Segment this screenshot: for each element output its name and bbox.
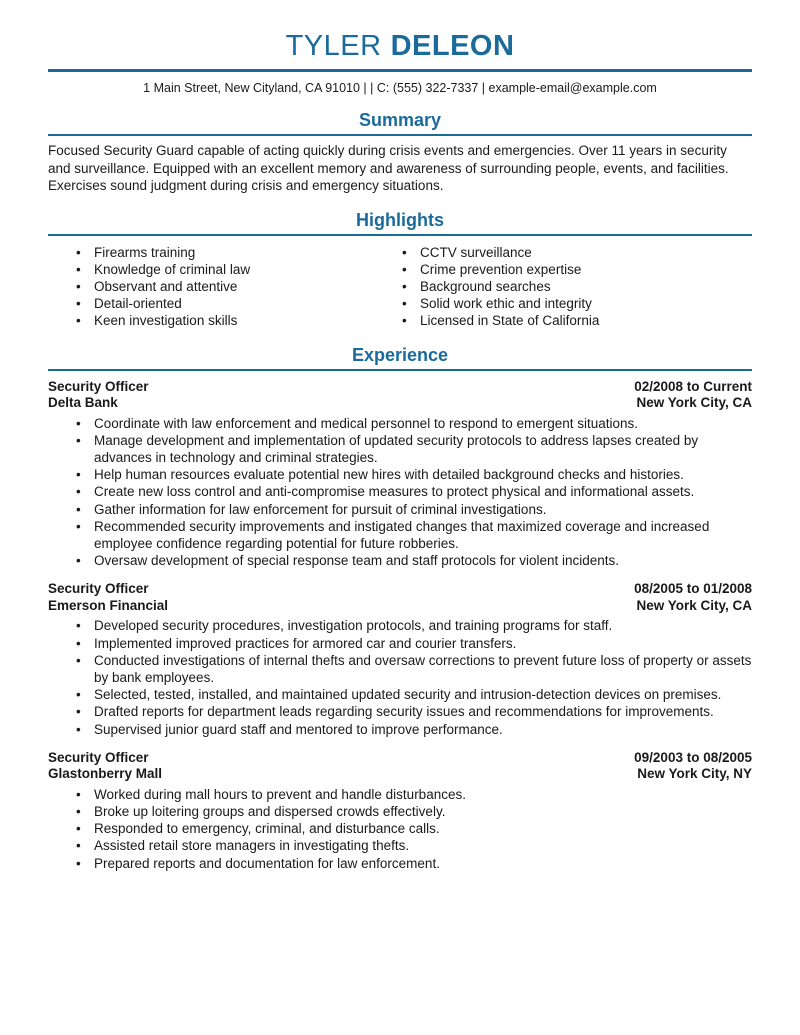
job-bullet-item (76, 483, 752, 500)
job-bullet-item (76, 703, 752, 720)
job-bullet-item (76, 415, 752, 432)
highlight-item (402, 261, 752, 278)
job-bullet-item (76, 432, 752, 466)
job-bullets (48, 786, 752, 872)
candidate-last-name: DELEON (390, 30, 515, 62)
job-bullet-text: • Manage development and implementation of updated security protocols to address lapses created by advances in technology and criminal strategies. (94, 432, 699, 465)
highlight-text: • Keen investigation skills (94, 313, 238, 329)
highlight-text: • Detail-oriented (94, 296, 182, 312)
job-location: New York City, NY (637, 766, 752, 782)
highlight-text: • Solid work ethic and integrity (420, 296, 592, 312)
job-bullet-text: • Help human resources evaluate potential new hires with detailed background checks and histories. (94, 467, 684, 483)
job-bullet-text: • Broke up loitering groups and dispersed crowds effectively. (94, 803, 446, 819)
job-bullet-item (76, 803, 752, 820)
job-bullet-item (76, 552, 752, 569)
highlight-text: • Background searches (420, 278, 551, 294)
job-bullet-text: • Drafted reports for department leads regarding security issues and recommendations for improvements. (94, 704, 714, 720)
highlight-text: • Firearms training (94, 244, 196, 260)
job-company: Delta Bank (48, 395, 118, 411)
job-company-row (48, 395, 752, 412)
highlight-item (76, 261, 400, 278)
candidate-first-name: TYLER (285, 30, 382, 62)
summary-text: Focused Security Guard capable of acting quickly during crisis events and emergencies. Over 11 years in security and surveillance. Equipped with an excellent memory and awareness of surrounding people, events, and facilities. Exercises sound judgment during crisis and emergency situations. (48, 143, 729, 193)
job-bullet-text: • Worked during mall hours to prevent and handle disturbances. (94, 786, 466, 802)
job-title-row (48, 750, 752, 767)
job-bullet-item (76, 786, 752, 803)
experience-job-1 (48, 379, 752, 570)
highlight-item (76, 244, 400, 261)
job-title-row (48, 379, 752, 396)
job-bullet-item (76, 635, 752, 652)
highlight-text: • Knowledge of criminal law (94, 261, 251, 277)
summary-section-title: Summary (358, 110, 442, 130)
job-bullets (48, 617, 752, 737)
highlights-section-title: Highlights (356, 209, 444, 230)
highlight-item (76, 295, 400, 312)
job-bullet-item (76, 837, 752, 854)
job-bullet-item (76, 820, 752, 837)
candidate-name (48, 30, 752, 62)
job-location: New York City, CA (636, 597, 752, 613)
experience-job-2 (48, 581, 752, 737)
job-bullet-text: • Selected, tested, installed, and maintained updated security and intrusion-detection devices on premises. (94, 687, 722, 703)
experience-section-title: Experience (351, 344, 449, 365)
job-bullet-item (76, 721, 752, 738)
job-dates: 09/2003 to 08/2005 (634, 749, 752, 765)
highlights-columns (48, 244, 752, 330)
job-bullets (48, 415, 752, 570)
job-bullet-text: • Gather information for law enforcement for pursuit of criminal investigations. (94, 501, 547, 517)
job-title: Security Officer (48, 749, 149, 765)
job-bullet-text: • Supervised junior guard staff and mentored to improve performance. (94, 721, 503, 737)
header-rule (48, 69, 752, 72)
highlight-item (402, 278, 752, 295)
job-bullet-item (76, 501, 752, 518)
job-dates: 02/2008 to Current (634, 378, 752, 394)
highlights-left-list (48, 244, 400, 330)
summary-rule (48, 134, 752, 136)
job-bullet-text: • Developed security procedures, investigation protocols, and training programs for staff. (94, 618, 613, 634)
job-title: Security Officer (48, 378, 149, 394)
job-location: New York City, CA (636, 395, 752, 411)
job-bullet-text: • Create new loss control and anti-compromise measures to protect physical and informational assets. (94, 484, 695, 500)
job-company-row (48, 598, 752, 615)
job-bullet-text: • Oversaw development of special response team and staff protocols for violent incidents. (94, 553, 620, 569)
job-dates: 08/2005 to 01/2008 (634, 581, 752, 597)
job-bullet-text: • Responded to emergency, criminal, and disturbance calls. (94, 821, 440, 837)
highlight-text: • Licensed in State of California (420, 313, 600, 329)
job-title: Security Officer (48, 581, 149, 597)
job-bullet-item (76, 652, 752, 686)
job-company-row (48, 766, 752, 783)
job-bullet-text: • Recommended security improvements and instigated changes that maximized coverage and increased employee confidence regarding potential for future robberies. (94, 518, 710, 551)
job-company: Glastonberry Mall (48, 766, 163, 782)
contact-line: 1 Main Street, New Cityland, CA 91010 | | C: (555) 322-7337 | example-email@example.com (143, 81, 657, 95)
highlight-text: • CCTV surveillance (420, 244, 532, 260)
job-title-row (48, 581, 752, 598)
highlight-text: • Observant and attentive (94, 278, 238, 294)
job-bullet-text: • Coordinate with law enforcement and medical personnel to respond to emergent situations. (94, 415, 639, 431)
highlight-item (402, 295, 752, 312)
highlights-rule (48, 234, 752, 236)
job-company: Emerson Financial (48, 597, 169, 613)
job-bullet-text: • Conducted investigations of internal thefts and oversaw corrections to prevent future loss of property or assets by bank employees. (94, 652, 752, 685)
job-bullet-item (76, 855, 752, 872)
highlight-text: • Crime prevention expertise (420, 261, 582, 277)
job-bullet-text: • Assisted retail store managers in investigating thefts. (94, 838, 410, 854)
experience-rule (48, 369, 752, 371)
job-bullet-item (76, 617, 752, 634)
highlights-right-list (400, 244, 752, 330)
job-bullet-text: • Implemented improved practices for armored car and courier transfers. (94, 635, 517, 651)
highlight-item (76, 312, 400, 329)
job-bullet-item (76, 466, 752, 483)
job-bullet-text: • Prepared reports and documentation for law enforcement. (94, 855, 440, 871)
highlight-item (76, 278, 400, 295)
experience-job-3 (48, 750, 752, 872)
job-bullet-item (76, 518, 752, 552)
highlight-item (402, 244, 752, 261)
highlight-item (402, 312, 752, 329)
job-bullet-item (76, 686, 752, 703)
